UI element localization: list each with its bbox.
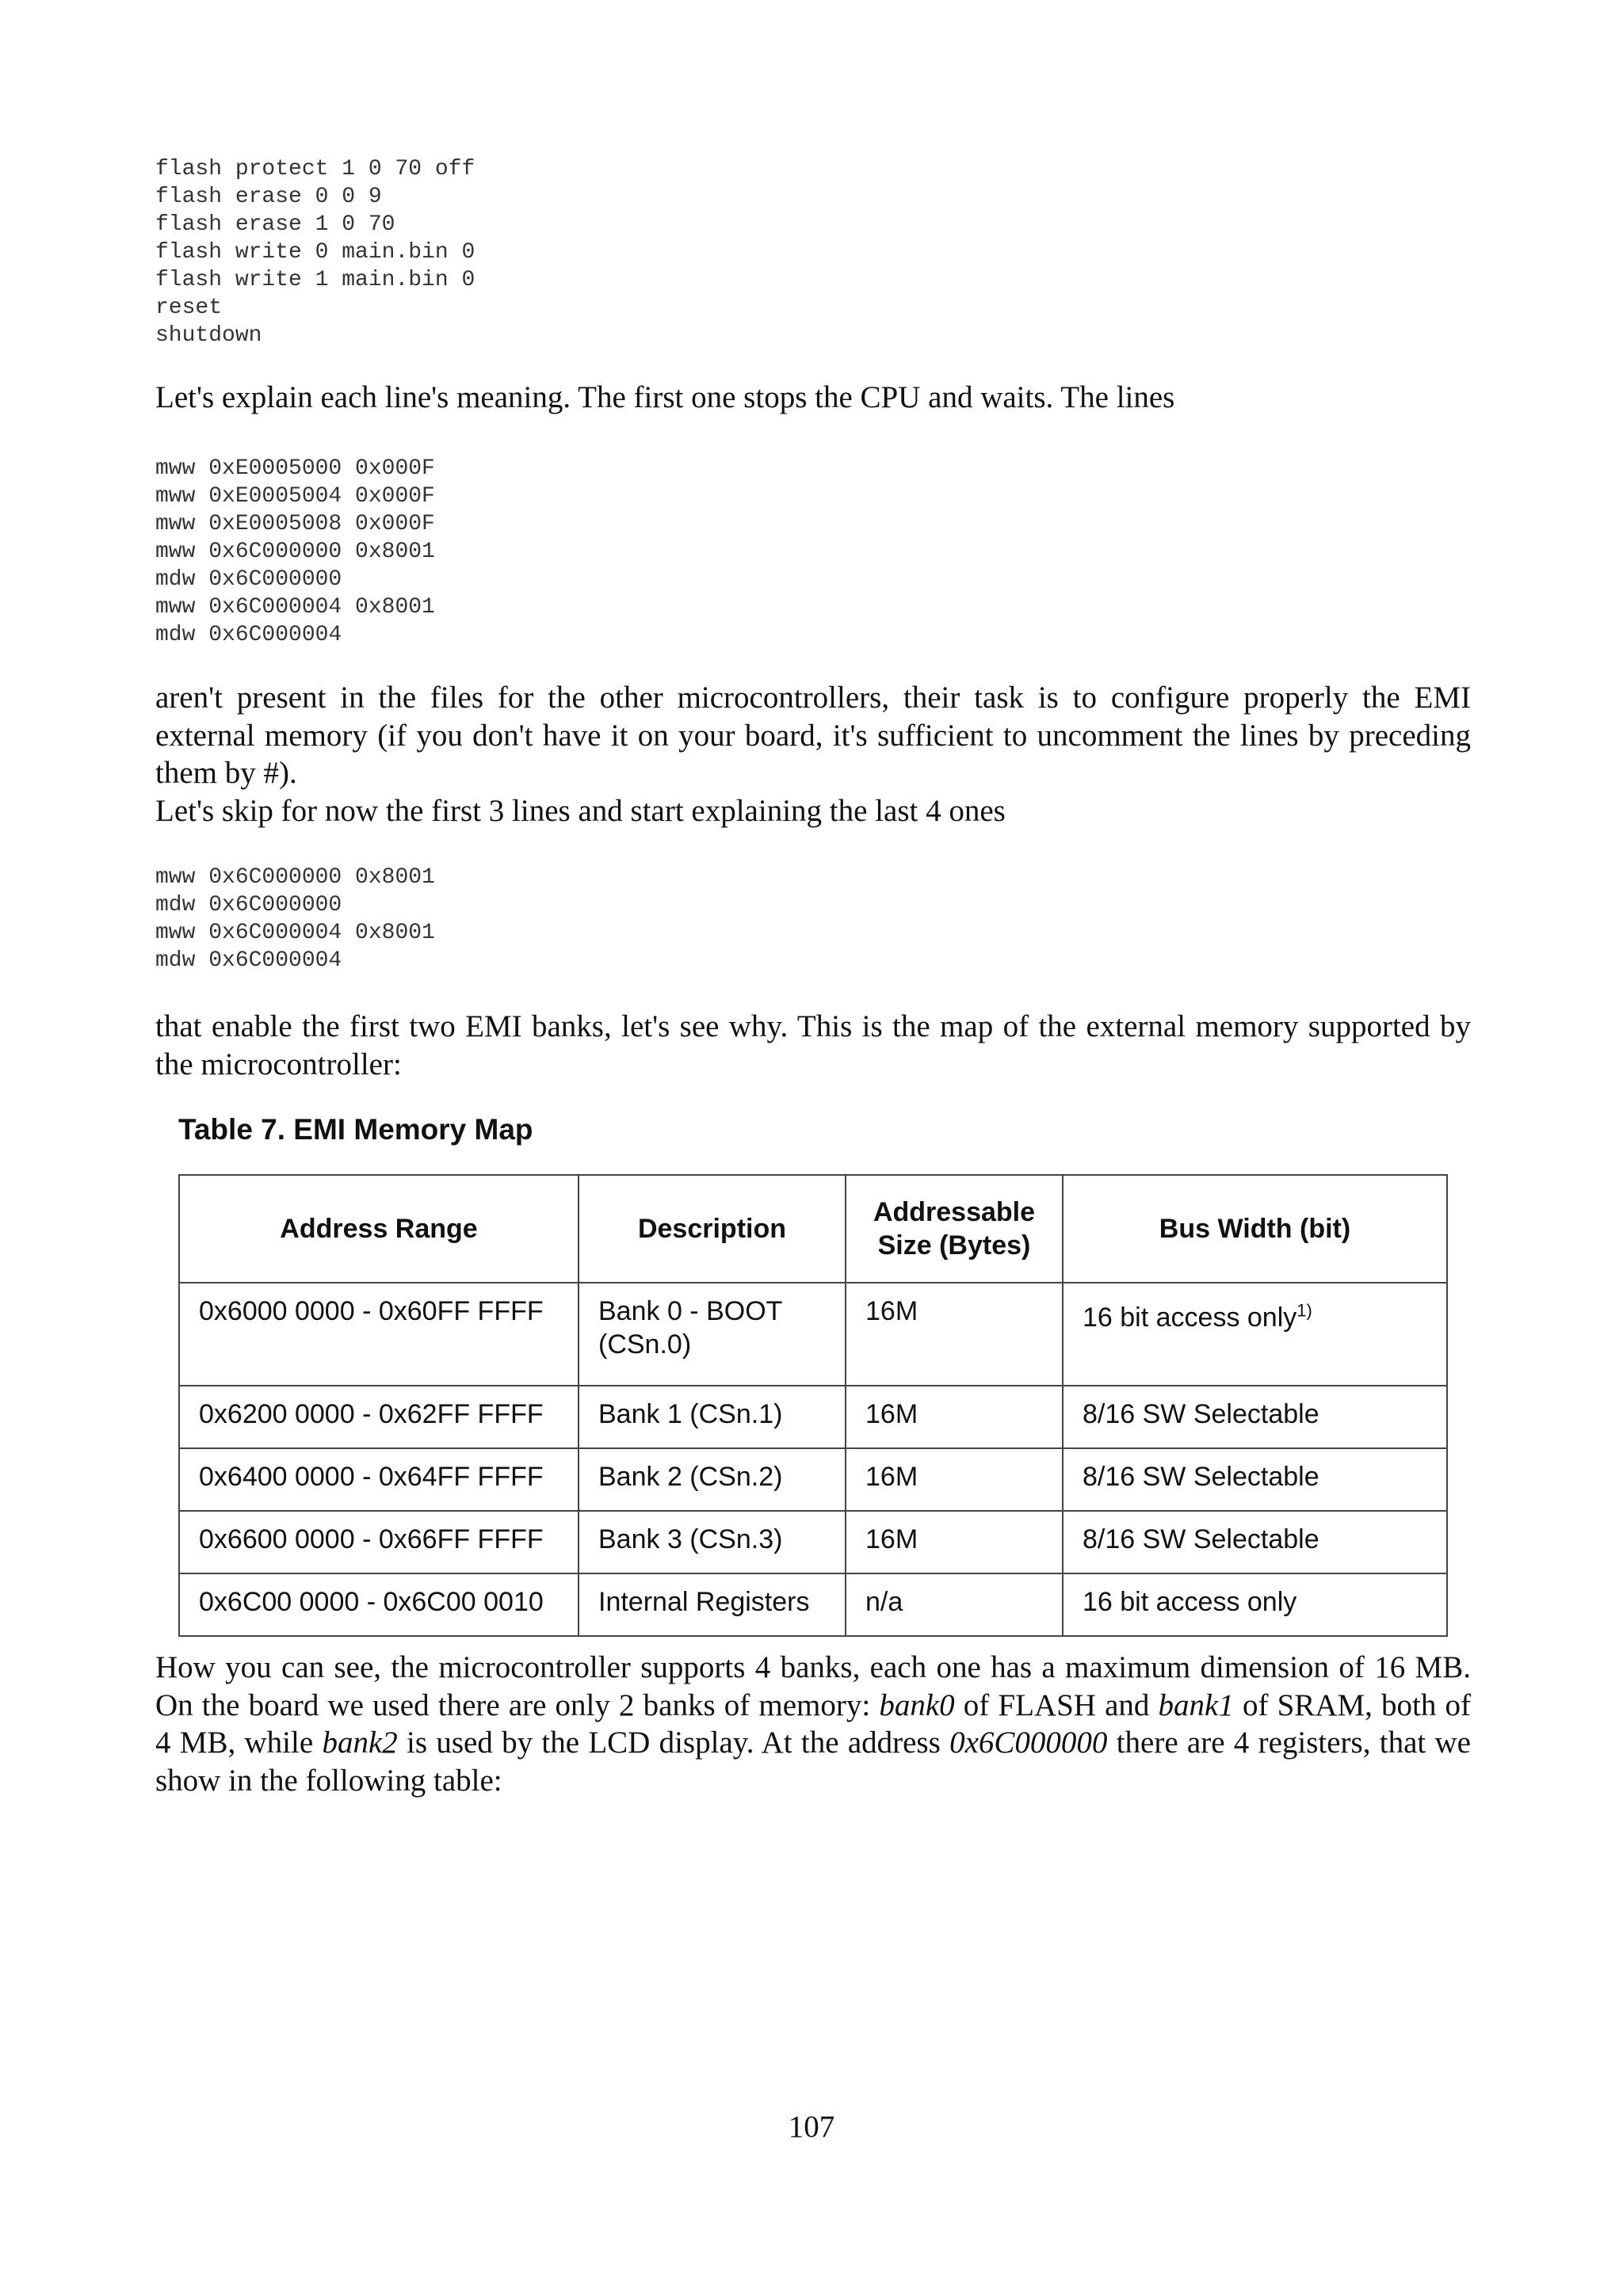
code-line: mdw 0x6C000004 xyxy=(155,948,342,973)
header-bus-width: Bus Width (bit) xyxy=(1063,1175,1447,1283)
cell-address: 0x6200 0000 - 0x62FF FFFF xyxy=(179,1386,579,1448)
code-line: mdw 0x6C000000 xyxy=(155,893,342,917)
cell-size: n/a xyxy=(846,1573,1063,1636)
cell-description: Bank 2 (CSn.2) xyxy=(579,1448,846,1511)
header-size-line2: Size (Bytes) xyxy=(877,1230,1031,1261)
table-row xyxy=(179,1573,1447,1636)
code-block-emi-banks xyxy=(155,864,435,974)
italic-address: 0x6C000000 xyxy=(949,1726,1108,1760)
code-block-flash-commands xyxy=(155,155,475,349)
cell-bus-text: 16 bit access only xyxy=(1083,1302,1297,1333)
cell-description: Internal Registers xyxy=(579,1573,846,1636)
cell-size: 16M xyxy=(846,1511,1063,1573)
text-run: of SRAM, both of 4 MB, while xyxy=(155,1688,1472,1760)
table-row xyxy=(179,1283,1447,1386)
cell-description: Bank 3 (CSn.3) xyxy=(579,1511,846,1573)
code-line: flash erase 0 0 9 xyxy=(155,185,382,209)
cell-size: 16M xyxy=(846,1386,1063,1448)
table-header-row xyxy=(179,1175,1447,1283)
code-line: mww 0x6C000000 0x8001 xyxy=(155,540,435,564)
header-size-line1: Addressable xyxy=(873,1197,1036,1227)
cell-bus-width xyxy=(1063,1283,1447,1386)
paragraph-text xyxy=(155,1649,1471,1799)
paragraph-text: Let's skip for now the first 3 lines and start explaining the last 4 ones xyxy=(155,793,1006,828)
code-line: mww 0xE0005000 0x000F xyxy=(155,456,435,481)
header-address-range: Address Range xyxy=(179,1175,579,1283)
header-size xyxy=(846,1175,1063,1283)
code-line: mww 0xE0005008 0x000F xyxy=(155,512,435,536)
code-block-emi-config xyxy=(155,455,435,649)
italic-term-bank1: bank1 xyxy=(1158,1688,1234,1722)
paragraph-text: aren't present in the files for the other microcontrollers, their task is to configure properly the EMI external memory (if you don't have it on your board, it's sufficient to uncomment the lines by preceding them by #). xyxy=(155,681,1471,790)
text-run: of FLASH and xyxy=(954,1688,1159,1722)
cell-bus-width: 8/16 SW Selectable xyxy=(1063,1511,1447,1573)
italic-term-bank0: bank0 xyxy=(879,1688,955,1722)
cell-description: Bank 1 (CSn.1) xyxy=(579,1386,846,1448)
code-line: mdw 0x6C000000 xyxy=(155,567,342,592)
emi-memory-map-table xyxy=(178,1174,1448,1637)
code-line: mww 0x6C000000 0x8001 xyxy=(155,865,435,890)
cell-size: 16M xyxy=(846,1283,1063,1386)
cell-bus-width: 8/16 SW Selectable xyxy=(1063,1386,1447,1448)
paragraph-emi-map-intro xyxy=(155,1008,1471,1083)
paragraph-text: that enable the first two EMI banks, let's see why. This is the map of the external memory supported by the microcontroller: xyxy=(155,1009,1471,1081)
code-line: flash protect 1 0 70 off xyxy=(155,157,475,181)
paragraph-text: Let's explain each line's meaning. The first one stops the CPU and waits. The lines xyxy=(155,380,1175,414)
code-line: shutdown xyxy=(155,323,262,348)
table-row xyxy=(179,1448,1447,1511)
text-run: How you can see, the microcontroller supports 4 banks, each one has a maximum dimension of 16 MB. On the board we used there are only 2 banks of memory: xyxy=(155,1650,1471,1722)
code-line: flash erase 1 0 70 xyxy=(155,212,395,237)
code-line: flash write 1 main.bin 0 xyxy=(155,268,475,292)
cell-bus-width: 8/16 SW Selectable xyxy=(1063,1448,1447,1511)
page-number: 107 xyxy=(788,2110,835,2144)
cell-description-line2: (CSn.0) xyxy=(598,1329,692,1360)
table-title: Table 7. EMI Memory Map xyxy=(178,1113,533,1146)
code-line: mww 0x6C000004 0x8001 xyxy=(155,921,435,945)
cell-address: 0x6600 0000 - 0x66FF FFFF xyxy=(179,1511,579,1573)
footnote-marker: 1) xyxy=(1296,1300,1312,1321)
table-row xyxy=(179,1511,1447,1573)
cell-address: 0x6C00 0000 - 0x6C00 0010 xyxy=(179,1573,579,1636)
cell-size: 16M xyxy=(846,1448,1063,1511)
paragraph-banks-explanation xyxy=(155,1649,1471,1799)
header-description: Description xyxy=(579,1175,846,1283)
cell-bus-width: 16 bit access only xyxy=(1063,1573,1447,1636)
code-line: mww 0xE0005004 0x000F xyxy=(155,484,435,509)
code-line: mww 0x6C000004 0x8001 xyxy=(155,595,435,620)
code-line: reset xyxy=(155,296,223,320)
cell-description xyxy=(579,1283,846,1386)
italic-term-bank2: bank2 xyxy=(322,1726,398,1760)
text-run: there are 4 registers, that we show in the following table: xyxy=(155,1726,1471,1798)
text-run: is used by the LCD display. At the address xyxy=(397,1726,950,1760)
paragraph-explain-lines xyxy=(155,379,1471,417)
code-line: flash write 0 main.bin 0 xyxy=(155,240,475,265)
paragraph-emi-purpose xyxy=(155,679,1471,830)
cell-address: 0x6400 0000 - 0x64FF FFFF xyxy=(179,1448,579,1511)
cell-address: 0x6000 0000 - 0x60FF FFFF xyxy=(179,1283,579,1386)
table-row xyxy=(179,1386,1447,1448)
code-line: mdw 0x6C000004 xyxy=(155,623,342,647)
cell-description-line1: Bank 0 - BOOT xyxy=(598,1296,783,1326)
